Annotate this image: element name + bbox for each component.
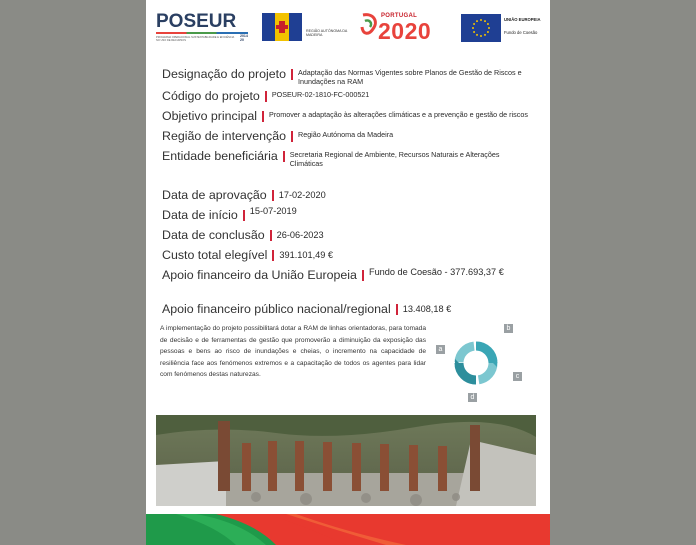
field-regiao: [162, 129, 393, 143]
field-objetivo: [162, 109, 528, 123]
eu-star-icon: [484, 34, 486, 36]
entidade-value: Secretaria Regional de Ambiente, Recursos Naturais e Alterações Climáticas: [289, 150, 500, 168]
objetivo-label: Objetivo principal: [162, 109, 258, 123]
regiao-value: Região Autónoma da Madeira: [298, 130, 394, 139]
designacao-label: Designação do projeto: [162, 67, 286, 81]
poseur-logo: [156, 12, 248, 42]
separator: [291, 131, 293, 142]
field-aprovacao: [162, 188, 326, 202]
project-sheet: [146, 0, 550, 545]
field-apoio-ue: [162, 268, 504, 282]
separator: [265, 91, 267, 102]
riverbed-barrier-image: [156, 415, 536, 506]
eu-fund: Fundo de Coesão: [504, 30, 538, 35]
diagram-label-b: b: [504, 324, 513, 333]
entidade-label: Entidade beneficiária: [162, 149, 278, 163]
project-photo: [156, 415, 536, 506]
diagram-label-a: a: [436, 345, 445, 354]
aprovacao-value: 17-02-2020: [278, 190, 326, 200]
poseur-subtitle: PROGRAMA OPERACIONAL SUSTENTABILIDADE E EFICIÊNCIA NO USO DE RECURSOS: [156, 36, 235, 42]
aprovacao-label: Data de aprovação: [162, 188, 267, 202]
separator: [272, 190, 274, 201]
eu-star-icon: [476, 20, 478, 22]
eu-star-icon: [473, 23, 475, 25]
conclusao-label: Data de conclusão: [162, 228, 265, 242]
apoio-nacional-label: Apoio financeiro público nacional/regional: [162, 302, 391, 316]
separator: [270, 230, 272, 241]
regiao-label: Região de intervenção: [162, 129, 286, 143]
eu-star-icon: [476, 34, 478, 36]
inicio-label: Data de início: [162, 208, 238, 222]
separator: [396, 304, 398, 315]
ring-graphic: [430, 321, 530, 405]
designacao-value: Adaptação das Normas Vigentes sobre Planos de Gestão de Riscos e Inundações na RAM: [298, 68, 522, 86]
field-codigo: [162, 89, 369, 103]
eu-star-icon: [480, 35, 482, 37]
eu-star-icon: [472, 27, 474, 29]
codigo-value: POSEUR-02-1810-FC-000521: [271, 90, 370, 99]
field-inicio: [162, 208, 297, 222]
portugal-2020-logo: [359, 11, 449, 45]
eu-title: UNIÃO EUROPEIA: [504, 17, 541, 22]
madeira-flag-icon: [262, 13, 302, 41]
footer-wave-graphic: [146, 514, 550, 545]
custo-value: 391.101,49 €: [279, 250, 334, 260]
eu-star-icon: [487, 31, 489, 33]
logo-bar: [146, 0, 550, 48]
portugal-2020-number: 2020: [378, 18, 432, 44]
separator: [272, 250, 274, 261]
field-apoio-nacional: [162, 302, 451, 316]
portugal-text: PORTUGAL: [381, 13, 418, 19]
diagram-label-c: c: [513, 372, 522, 381]
poseur-color-bar: [156, 32, 248, 34]
separator: [243, 210, 245, 221]
poseur-wordmark: POSEUR: [156, 11, 237, 32]
eu-flag-icon: [461, 14, 501, 42]
field-designacao: [162, 67, 548, 86]
eu-star-icon: [484, 20, 486, 22]
project-description: A implementação do projeto possibilitará dotar a RAM de linhas orientadoras, para tomada de decisão e de ferramentas de gestão que promoverão a diminuição da exposição das pessoas e bens ao risco de inundações e cheias, o incremento na capacidade de resiliência face aos fenómenos extremos e a capacitação de todos os agentes para lidar com fenómenos destas naturezas.: [160, 325, 426, 378]
separator: [291, 69, 293, 80]
field-entidade: [162, 149, 530, 168]
field-conclusao: [162, 228, 324, 242]
madeira-logo-text: REGIÃO AUTÓNOMA DA MADEIRA: [306, 29, 348, 37]
objectives-ring-diagram: [430, 321, 530, 405]
objetivo-value: Promover a adaptação às alterações climáticas e a prevenção e gestão de riscos: [269, 110, 528, 119]
apoio-nacional-value: 13.408,18 €: [402, 304, 452, 314]
eu-star-icon: [480, 19, 482, 21]
poseur-years: 2014 20: [240, 34, 248, 42]
field-custo: [162, 248, 333, 262]
custo-label: Custo total elegível: [162, 248, 268, 262]
footer-band: [146, 514, 550, 545]
separator: [262, 111, 264, 122]
separator: [283, 151, 285, 162]
inicio-value: 15-07-2019: [249, 206, 297, 216]
apoio-ue-label: Apoio financeiro da União Europeia: [162, 268, 357, 282]
apoio-ue-value: Fundo de Coesão - 377.693,37 €: [368, 267, 504, 277]
conclusao-value: 26-06-2023: [276, 230, 324, 240]
separator: [362, 270, 364, 281]
eu-star-icon: [488, 27, 490, 29]
codigo-label: Código do projeto: [162, 89, 260, 103]
eu-star-icon: [473, 31, 475, 33]
diagram-label-d: d: [468, 393, 477, 402]
eu-star-icon: [487, 23, 489, 25]
